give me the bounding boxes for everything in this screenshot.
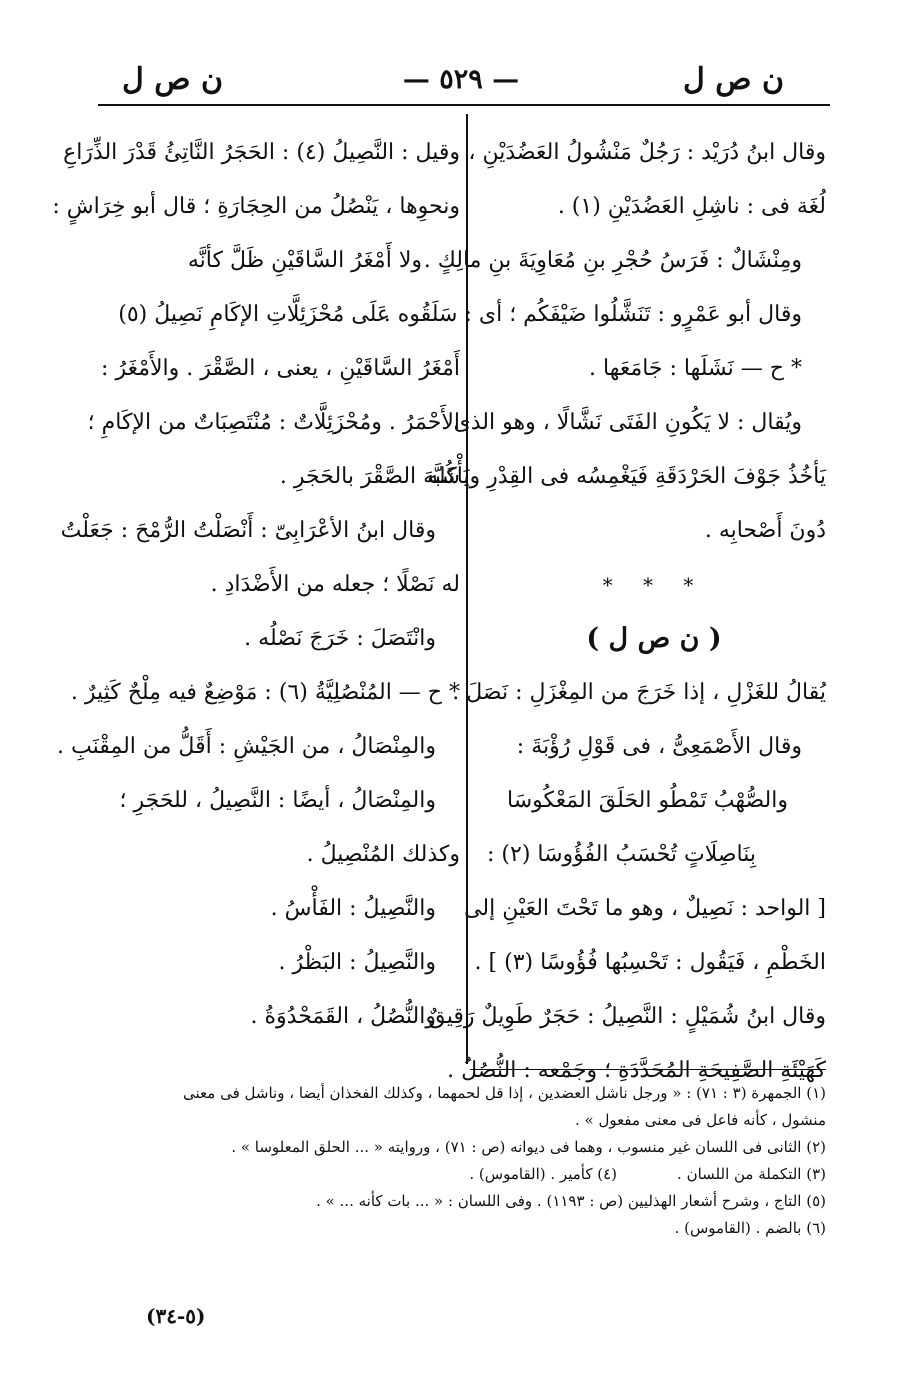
entry-heading: ( ن ص ل ) (586, 623, 722, 654)
text-line: * ح — نَشَلَها : جَامَعَها . (589, 356, 802, 381)
running-head-left: ن ص ل (122, 62, 223, 97)
verse-line: عَلَى مُحْزَئِلَّاتِ الإكَامِ نَصِيلُ (٥) (118, 302, 390, 327)
text-line: ونحوِها ، يَنْصُلُ من الحِجَارَةِ ؛ قال أبو خِرَاشٍ : (52, 194, 460, 219)
footnote-5: (٥) التاج ، وشرح أشعار الهذليين (ص : ١١٩٣) . وفى اللسان : « ... بات كأنه ... » . (316, 1192, 826, 1210)
text-line: [ الواحد : نَصِيلٌ ، وهو ما تَحْتَ العَيْنِ إلى (464, 896, 826, 921)
footnote-row (100, 1161, 826, 1188)
footnote-1: (١) الجمهرة (٣ : ٧١) : « ورجل ناشل العضدين ، إذا قل لحمهما ، وكذلك الفخذان أيضا ، وناشل فى معنى (183, 1084, 826, 1102)
text-line: له نَصْلًا ؛ جعله من الأَضْدَادِ . (210, 572, 460, 597)
text-line: يُقالُ للغَزْلِ ، إذا خَرَجَ من المِغْزَلِ : نَصَلَ . (452, 680, 826, 705)
footnote-3: (٣) التكملة من اللسان . (677, 1165, 826, 1183)
footnotes (100, 1080, 826, 1242)
text-line: وانْتَصَلَ : خَرَجَ نَصْلُه . (244, 626, 436, 651)
text-line: دُونَ أَصْحابِه . (704, 518, 826, 543)
footnote-2: (٢) الثانى فى اللسان غير منسوب ، وهما فى ديوانه (ص : ٧١) ، وروايته « ... الحلق المعلوسا » . (231, 1138, 826, 1156)
verse-line: ولا أَمْغَرُ السَّاقَيْنِ ظَلَّ كأنَّه (187, 248, 422, 273)
text-line: والنَّصِيلُ : الفَأْسُ . (270, 896, 436, 921)
verse-line: بِنَاصِلَاتٍ تُحْسَبُ الفُؤُوسَا (٢) : (487, 842, 756, 867)
text-line: والنَّصِيلُ : البَظْرُ . (278, 950, 436, 975)
text-line: الأَحْمَرُ . ومُحْزَئِلَّاتٌ : مُنْتَصِبَاتٌ من الإكَامِ ؛ (87, 410, 460, 435)
section-separator: * * * (602, 573, 706, 597)
text-line: الخَطْمِ ، فَيَقُول : تَحْسِبُها فُؤُوسًا (٣) ] . (474, 950, 826, 975)
text-line: وقال الأَصْمَعِىُّ ، فى قَوْلِ رُؤْبَةَ : (516, 734, 802, 759)
text-line: * ح — المُنْصُلِيَّةُ (٦) : مَوْضِعٌ فيه مِلْحٌ كَثِيرٌ . (70, 680, 460, 705)
text-line: لُغَة فى : ناشِلِ العَضُدَيْنِ (١) . (557, 194, 826, 219)
text-line: كَهَيْئَةِ الصَّفِيحَةِ المُحَدَّدَةِ ؛ وجَمْعه : النُّصُلُ . (447, 1058, 826, 1083)
text-line: وقال أبو عَمْرٍو : تَنَشَّلُوا ضَيْفَكُم ؛ أى : سَلَقُوه . (383, 302, 802, 327)
footnote-6: (٦) بالضم . (القاموس) . (674, 1219, 826, 1237)
text-line: والمِنْصَالُ ، من الجَيْشِ : أَقَلُّ من المِقْنَبِ . (57, 734, 436, 759)
text-line: وقيل : النَّصِيلُ (٤) : الحَجَرُ النَّاتِئُ قَدْرَ الذِّرَاعِ (63, 140, 460, 165)
text-line: وقال ابنُ الأعْرَابِىّ : أَنْصَلْتُ الرُّمْحَ : جَعَلْتُ (60, 518, 436, 543)
text-line: وكذلك المُنْصِيلُ . (306, 842, 460, 867)
left-column (52, 126, 460, 1044)
header-rule (98, 104, 830, 106)
text-line: شَبَّهَ الصَّقْرَ بالحَجَرِ . (279, 464, 460, 489)
text-line: يَأخُذُ جَوْفَ الحَرْدَقَةِ فَيَغْمِسُه فى القِدْرِ ويَأْكُله (427, 464, 826, 489)
footnote-4: (٤) كأمير . (القاموس) . (469, 1165, 618, 1183)
text-line: وقال ابنُ شُمَيْلٍ : النَّصِيلُ : حَجَرٌ طَوِيلٌ رَقِيقٌ (428, 1004, 826, 1029)
text-line: أَمْغَرُ السَّاقَيْنِ ، يعنى ، الصَّقْرَ . والأَمْغَرُ : (101, 356, 460, 381)
text-line: والنُّصُلُ ، القَمَحْدُوَةُ . (250, 1004, 436, 1029)
text-line: وقال ابنُ دُرَيْد : رَجُلٌ مَنْشُولُ العَضُدَيْنِ ، (468, 140, 826, 165)
text-line: ويُقال : لا يَكُونِ الفَتَى نَشَّالًا ، وهو الذى (453, 410, 802, 435)
footnote-rule (470, 1069, 826, 1070)
verse-line: والصُّهْبُ تَمْطُو الحَلَقَ المَعْكُوسَا (507, 788, 788, 813)
footnote-1-continued: منشول ، كأنه فاعل فى معنى مفعول » . (575, 1111, 826, 1129)
text-line: والمِنْصَالُ ، أيضًا : النَّصِيلُ ، للحَجَرِ ؛ (119, 788, 436, 813)
signature-mark: (٥-٣٤) (146, 1304, 206, 1328)
text-line: ومِنْشَالٌ : فَرَسُ حُجْرِ بنِ مُعَاوِيَةَ بنِ مالِكٍ . (423, 248, 802, 273)
page-number: — ٥٢٩ — (402, 64, 520, 95)
running-head-right: ن ص ل (683, 62, 784, 97)
